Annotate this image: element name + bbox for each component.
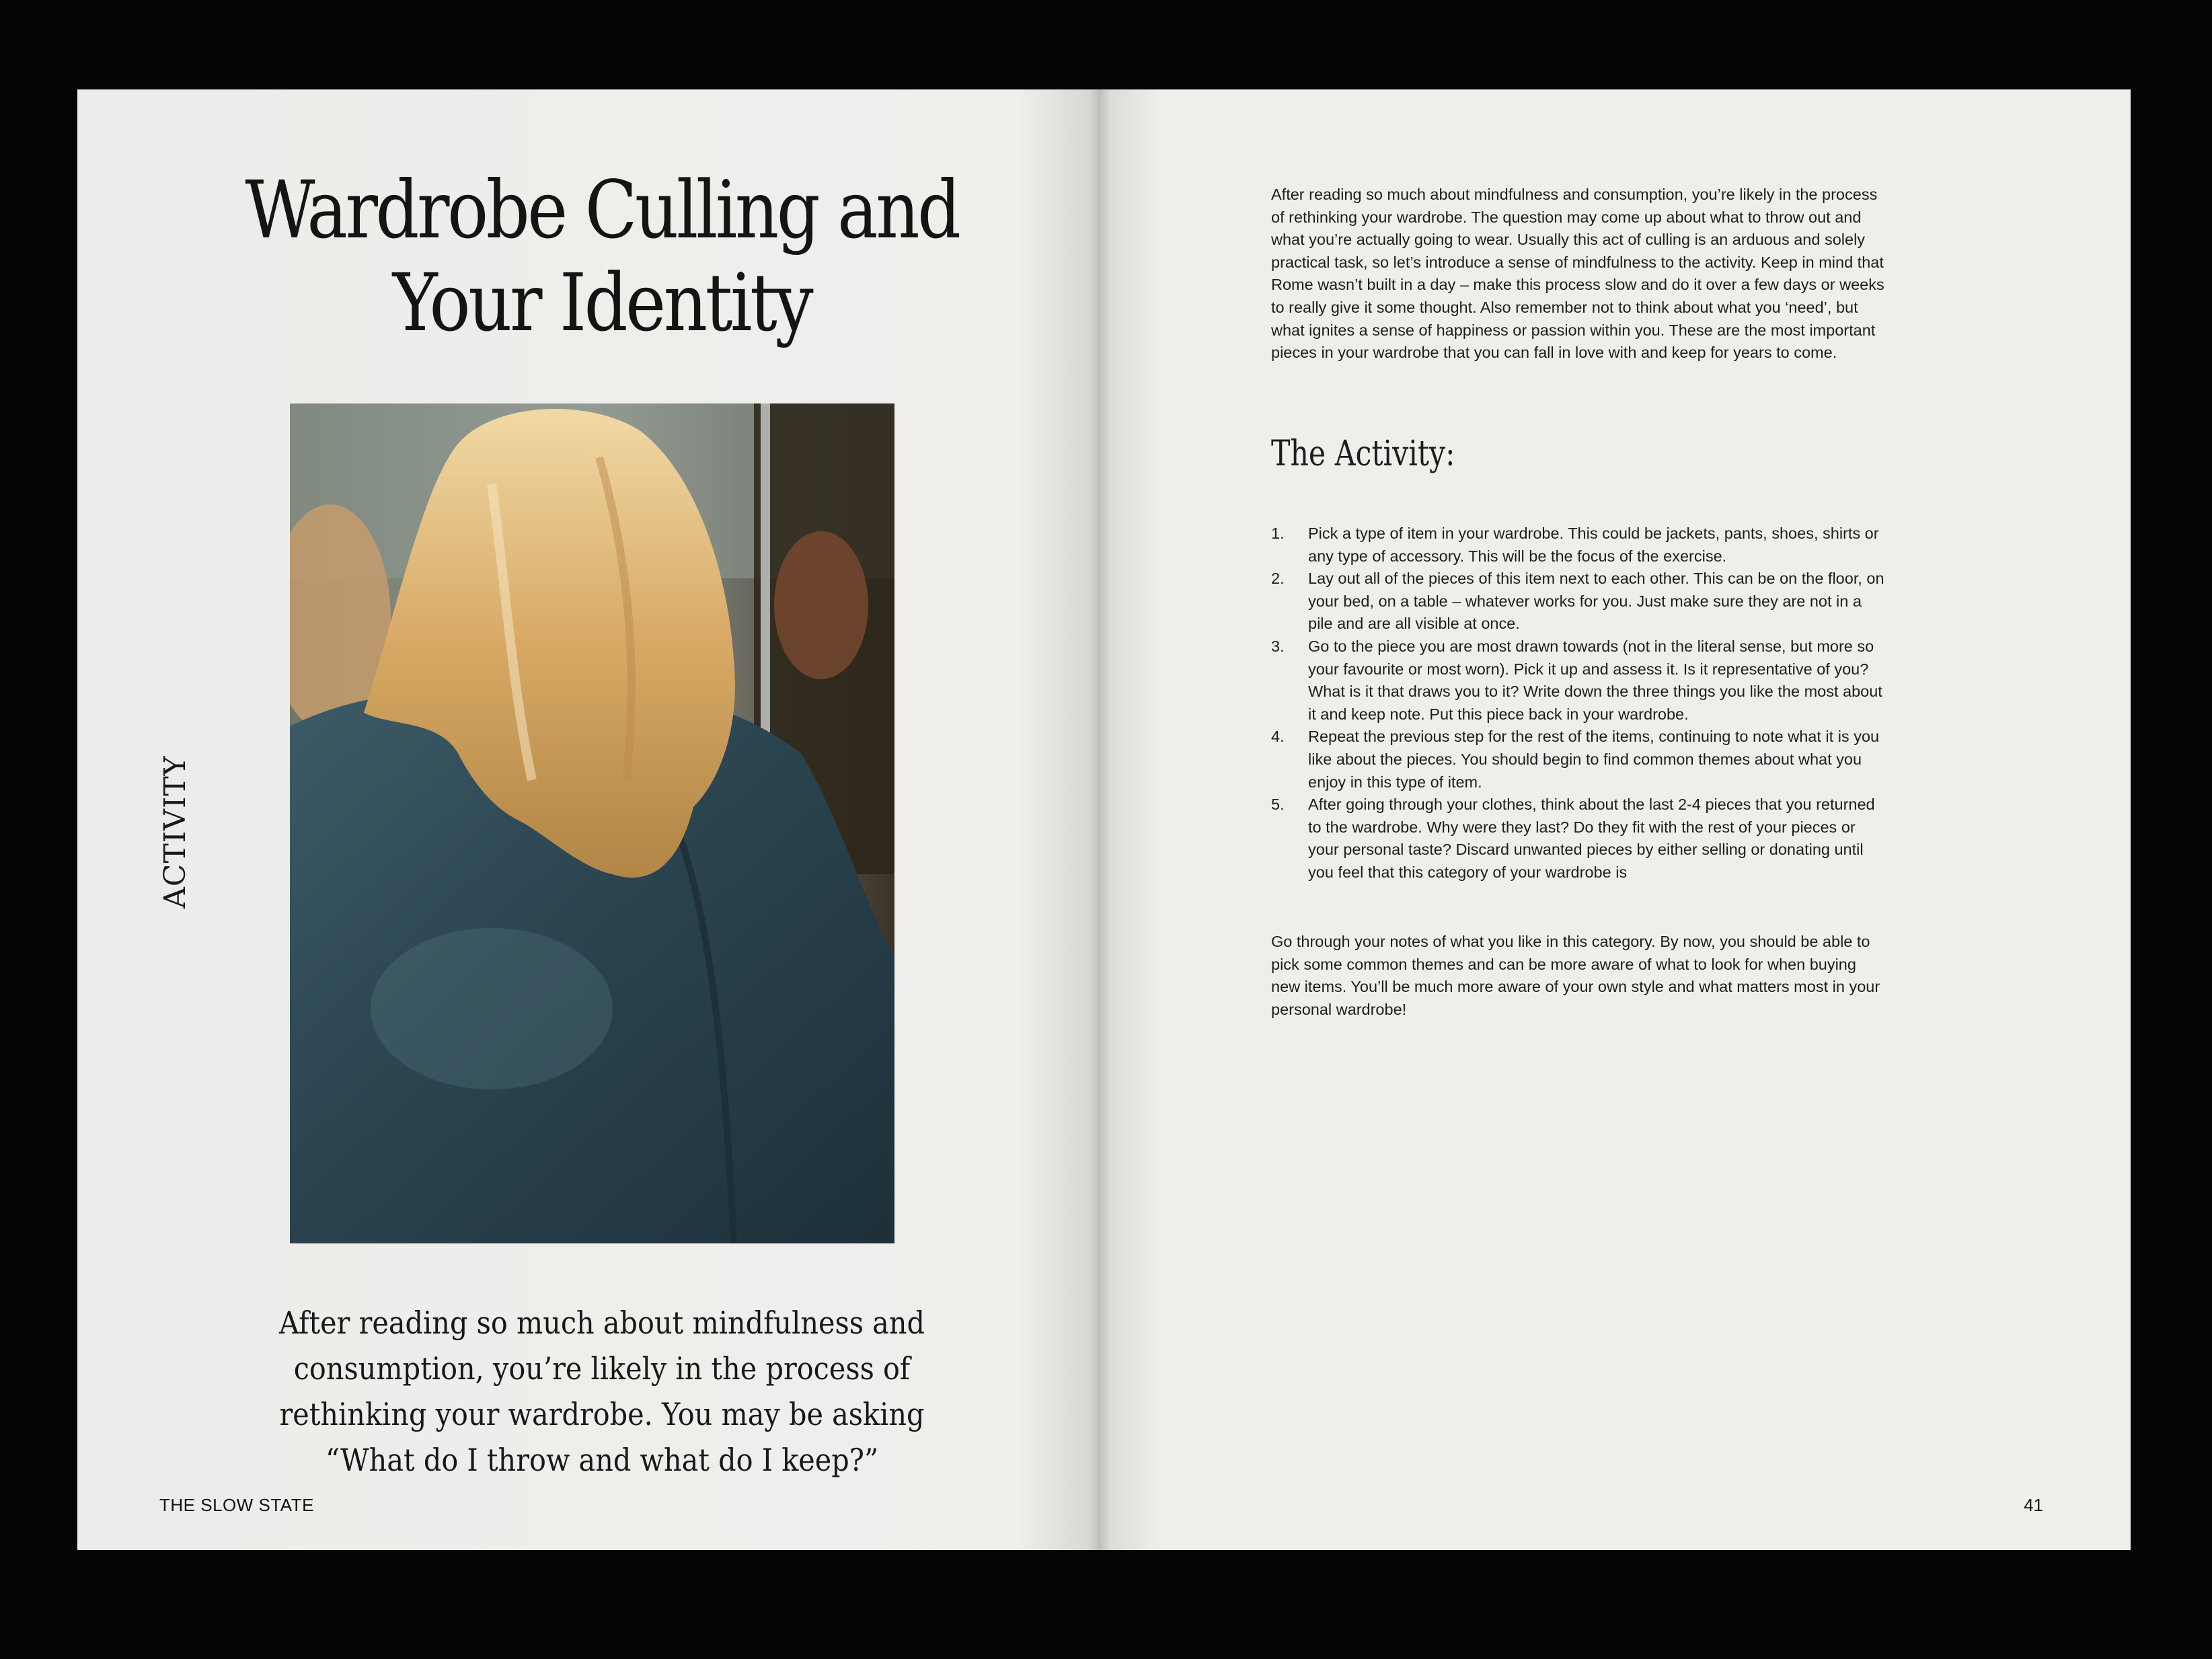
article-title: Wardrobe Culling and Your Identity	[245, 163, 959, 349]
step-number: 2.	[1271, 570, 1285, 588]
step-number: 1.	[1271, 525, 1285, 542]
list-item	[1271, 635, 1886, 726]
intro-paragraph: After reading so much about mindfulness and consumption, you’re likely in the process of rethinking your wardrobe. The question may come up about what to throw out and what you’re actually going to wear. Usually this act of culling is an arduous and solely practical task, so let’s introduce a sense of mindfulness to the activity. Keep in mind that Rome wasn’t built in a day – make this process slow and do it over a few days or weeks to really give it some thought. Also remember not to think about what you ‘need’, but what ignites a sense of happiness or passion within you. These are the most important pieces in your wardrobe that you can fall in love with and keep for years to come.	[1271, 186, 1884, 362]
step-number: 4.	[1271, 728, 1285, 746]
section-label: ACTIVITY	[158, 755, 192, 909]
list-item	[1271, 794, 1886, 884]
step-text: Go to the piece you are most drawn towards (not in the literal sense, but more so your favourite or most worn). Pick it up and assess it. Is it representative of you? What is it that draws you to it? Write down the three things you like the most about it and keep note. Put this piece back in your wardrobe.	[1308, 637, 1882, 723]
activity-heading: The Activity:	[1271, 434, 1455, 474]
step-text: Repeat the previous step for the rest of the items, continuing to note what it is you like about the pieces. You should begin to find common themes about what you enjoy in this type of item.	[1308, 728, 1880, 791]
activity-steps	[1271, 523, 1886, 884]
closing-paragraph: Go through your notes of what you like in this category. By now, you should be able to pick some common themes and can be more aware of what to look for when buying new items. You’ll be much more aware of your own style and what matters most in your personal wardrobe!	[1271, 933, 1880, 1018]
article-photo	[290, 403, 894, 1243]
intro-quote: After reading so much about mindfulness and consumption, you’re likely in the process of rethinking your wardrobe. You may be asking “What do I throw and what do I keep?”	[278, 1305, 925, 1478]
left-page	[77, 89, 1098, 1550]
step-text: Pick a type of item in your wardrobe. This could be jackets, pants, shoes, shirts or any type of accessory. This will be the focus of the exercise.	[1308, 525, 1879, 565]
step-number: 3.	[1271, 637, 1285, 655]
list-item	[1271, 568, 1886, 635]
step-number: 5.	[1271, 796, 1285, 814]
magazine-spread	[77, 89, 2131, 1550]
list-item	[1271, 523, 1886, 568]
list-item	[1271, 726, 1886, 794]
step-text: After going through your clothes, think about the last 2-4 pieces that you returned to the wardrobe. Why were they last? Do they fit with the rest of your pieces or your personal taste? Discard unwanted pieces by either selling or donating until you feel that this category of your wardrobe is	[1308, 796, 1875, 881]
page-number: 41	[2024, 1495, 2043, 1515]
right-page	[1098, 89, 2131, 1550]
publication-name: THE SLOW STATE	[159, 1495, 314, 1515]
step-text: Lay out all of the pieces of this item next to each other. This can be on the floor, on your bed, on a table – whatever works for you. Just make sure they are not in a pile and are all visible at once.	[1308, 570, 1884, 633]
